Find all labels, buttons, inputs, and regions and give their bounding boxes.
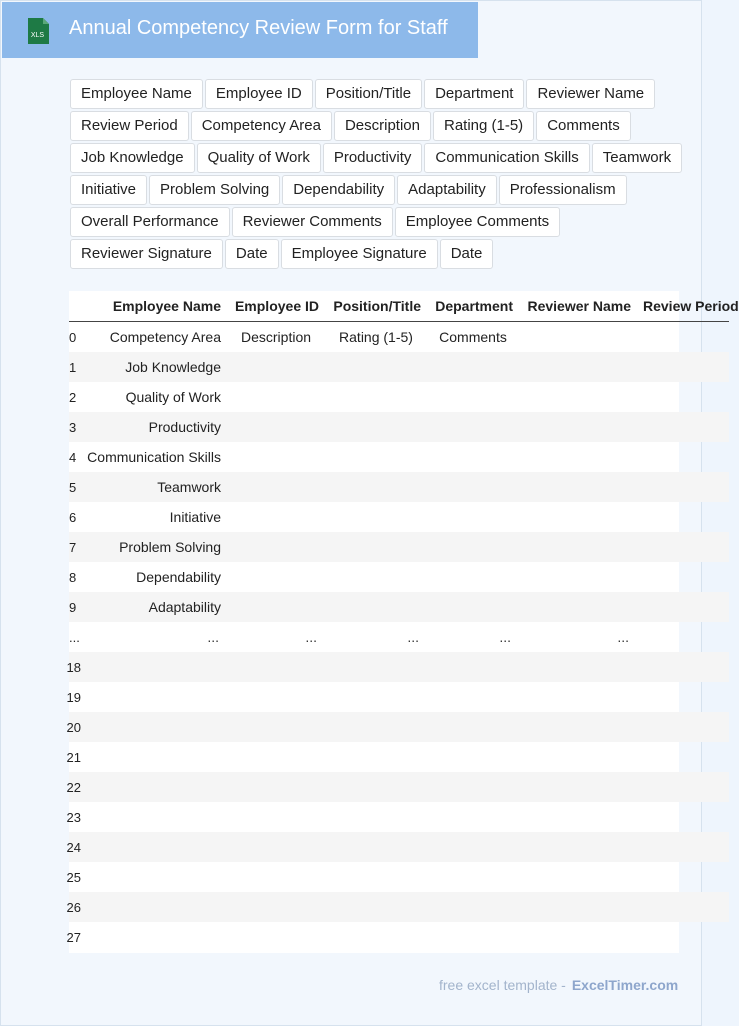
table-cell: Productivity — [81, 412, 227, 442]
table-cell — [427, 442, 519, 472]
table-cell — [227, 862, 325, 892]
table-cell: ... — [407, 629, 419, 645]
field-tag[interactable]: Reviewer Comments — [232, 207, 393, 237]
column-header: Position/Title — [325, 291, 427, 322]
table-cell — [81, 682, 227, 712]
field-tag[interactable]: Review Period — [70, 111, 189, 141]
table-cell — [427, 892, 519, 922]
field-tag[interactable]: Productivity — [323, 143, 423, 173]
table-cell — [427, 562, 519, 592]
table-cell — [637, 532, 729, 562]
table-cell — [427, 802, 519, 832]
table-cell — [325, 712, 427, 742]
field-tag[interactable]: Employee Name — [70, 79, 203, 109]
table-cell — [519, 772, 637, 802]
table-cell — [427, 682, 519, 712]
table-cell: ... — [305, 629, 317, 645]
row-index: 25 — [66, 869, 81, 885]
field-tag[interactable]: Initiative — [70, 175, 147, 205]
table-cell — [325, 502, 427, 532]
field-tag[interactable]: Comments — [536, 111, 631, 141]
table-cell — [81, 772, 227, 802]
table-cell — [325, 922, 427, 952]
table-cell — [325, 382, 427, 412]
table-cell — [227, 682, 325, 712]
table-cell — [325, 532, 427, 562]
row-index: 9 — [69, 592, 81, 622]
table-cell — [637, 442, 729, 472]
table-row — [69, 412, 729, 442]
table-cell — [637, 502, 729, 532]
table-row — [69, 652, 729, 682]
table-cell — [637, 892, 729, 922]
data-table — [66, 291, 739, 952]
table-cell — [81, 712, 227, 742]
table-cell — [427, 472, 519, 502]
column-header: Review Period — [637, 291, 729, 322]
table-cell — [519, 802, 637, 832]
table-cell — [325, 742, 427, 772]
table-row — [69, 712, 729, 742]
table-row — [69, 352, 729, 382]
field-tag[interactable]: Rating (1-5) — [433, 111, 534, 141]
table-cell — [325, 352, 427, 382]
table-cell — [227, 592, 325, 622]
field-tag[interactable]: Quality of Work — [197, 143, 321, 173]
table-cell — [427, 742, 519, 772]
table-cell — [227, 892, 325, 922]
row-index: 18 — [69, 652, 81, 682]
table-cell — [227, 832, 325, 862]
field-tag[interactable]: Dependability — [282, 175, 395, 205]
column-header: Department — [427, 291, 519, 322]
table-cell — [427, 352, 519, 382]
table-cell: Teamwork — [81, 472, 227, 502]
footer-brand-link[interactable]: ExcelTimer.com — [571, 977, 679, 993]
table-cell — [637, 592, 729, 622]
table-cell — [637, 322, 729, 353]
row-index: 24 — [69, 832, 81, 862]
excel-file-icon — [26, 16, 51, 46]
table-cell: Job Knowledge — [81, 352, 227, 382]
table-row — [69, 802, 729, 832]
table-cell — [427, 532, 519, 562]
row-index: 20 — [69, 712, 81, 742]
column-header — [69, 291, 81, 322]
table-cell: ... — [499, 629, 511, 645]
field-tag[interactable]: Description — [334, 111, 431, 141]
table-row — [69, 622, 729, 652]
table-cell — [325, 472, 427, 502]
table-cell — [325, 892, 427, 922]
table-cell — [427, 592, 519, 622]
table-cell — [227, 382, 325, 412]
table-row — [69, 442, 729, 472]
table-cell: Quality of Work — [125, 389, 221, 405]
data-table-container — [66, 291, 739, 953]
table-cell — [519, 712, 637, 742]
row-index: 3 — [69, 412, 81, 442]
footer — [439, 977, 678, 993]
table-row — [69, 862, 729, 892]
table-cell — [81, 742, 227, 772]
table-cell — [519, 502, 637, 532]
table-cell — [227, 802, 325, 832]
table-cell — [637, 352, 729, 382]
table-cell — [227, 712, 325, 742]
table-cell — [519, 442, 637, 472]
field-tag[interactable]: Date — [440, 239, 494, 269]
table-cell — [427, 712, 519, 742]
table-cell — [325, 652, 427, 682]
table-cell: Adaptability — [81, 592, 227, 622]
table-row — [69, 382, 729, 412]
field-tag[interactable]: Overall Performance — [70, 207, 230, 237]
table-cell — [519, 592, 637, 622]
table-row — [69, 832, 729, 862]
table-cell — [427, 772, 519, 802]
table-row — [69, 772, 729, 802]
table-row — [69, 532, 729, 562]
table-cell — [519, 322, 637, 353]
field-tag-list — [70, 79, 690, 269]
table-cell — [519, 562, 637, 592]
table-cell — [637, 382, 729, 412]
table-cell — [637, 832, 729, 862]
table-cell — [81, 922, 227, 952]
table-cell — [227, 772, 325, 802]
table-row — [69, 502, 729, 532]
table-cell — [227, 742, 325, 772]
row-index: 8 — [69, 569, 77, 585]
field-tag[interactable]: Teamwork — [592, 143, 682, 173]
row-index: 2 — [69, 389, 77, 405]
field-tag[interactable]: Position/Title — [315, 79, 422, 109]
title-bar — [2, 2, 478, 58]
table-cell — [519, 382, 637, 412]
table-row — [69, 742, 729, 772]
table-cell — [325, 412, 427, 442]
field-tag[interactable]: Date — [225, 239, 279, 269]
table-cell: Problem Solving — [81, 532, 227, 562]
table-cell — [81, 832, 227, 862]
field-tag[interactable]: Adaptability — [397, 175, 497, 205]
field-tag[interactable]: Department — [424, 79, 524, 109]
table-cell — [325, 832, 427, 862]
field-tag[interactable]: Job Knowledge — [70, 143, 195, 173]
row-index: 26 — [69, 892, 81, 922]
table-cell — [427, 412, 519, 442]
row-index: 1 — [69, 352, 81, 382]
table-cell — [427, 832, 519, 862]
row-index: 4 — [69, 449, 77, 465]
row-index: 6 — [69, 509, 77, 525]
table-row — [69, 922, 729, 952]
table-cell — [519, 742, 637, 772]
table-cell — [519, 412, 637, 442]
table-cell — [81, 862, 227, 892]
footer-text: free excel template - — [439, 977, 566, 993]
field-tag[interactable]: Employee ID — [205, 79, 313, 109]
table-cell — [427, 382, 519, 412]
table-cell — [81, 802, 227, 832]
table-cell: Rating (1-5) — [339, 329, 413, 345]
table-cell — [227, 532, 325, 562]
table-header-row — [69, 291, 729, 322]
row-index: 22 — [69, 772, 81, 802]
table-cell — [637, 802, 729, 832]
field-tag[interactable]: Problem Solving — [149, 175, 280, 205]
table-cell — [227, 652, 325, 682]
column-header: Employee Name — [81, 291, 227, 322]
table-row — [69, 562, 729, 592]
table-cell — [637, 682, 729, 712]
table-cell: Initiative — [169, 509, 221, 525]
table-cell — [227, 922, 325, 952]
table-row — [69, 682, 729, 712]
table-cell — [519, 682, 637, 712]
field-tag[interactable]: Communication Skills — [424, 143, 589, 173]
table-cell — [81, 652, 227, 682]
table-cell — [427, 922, 519, 952]
table-cell — [519, 892, 637, 922]
row-index: 23 — [66, 809, 81, 825]
table-cell — [81, 892, 227, 922]
table-cell — [519, 832, 637, 862]
table-cell: Competency Area — [109, 329, 221, 345]
row-index: 5 — [69, 472, 81, 502]
row-index: 27 — [66, 929, 81, 945]
table-cell: ... — [617, 629, 629, 645]
table-cell — [227, 442, 325, 472]
field-tag[interactable]: Reviewer Name — [526, 79, 655, 109]
row-index: 19 — [66, 689, 81, 705]
table-cell: Dependability — [136, 569, 221, 585]
table-cell — [519, 532, 637, 562]
table-cell — [325, 682, 427, 712]
field-tag[interactable]: Reviewer Signature — [70, 239, 223, 269]
table-cell: Communication Skills — [87, 449, 221, 465]
table-cell — [325, 772, 427, 802]
table-row — [69, 592, 729, 622]
table-cell — [519, 922, 637, 952]
table-cell — [519, 472, 637, 502]
table-cell — [637, 652, 729, 682]
table-cell: ... — [207, 629, 219, 645]
row-index: 7 — [69, 532, 81, 562]
table-cell — [325, 862, 427, 892]
table-cell — [427, 502, 519, 532]
column-header: Reviewer Name — [519, 291, 637, 322]
table-cell: Description — [240, 329, 312, 345]
table-cell — [637, 712, 729, 742]
row-index: 21 — [66, 749, 81, 765]
page-title: Annual Competency Review Form for Staff — [69, 17, 448, 39]
table-cell — [637, 472, 729, 502]
field-tag[interactable]: Competency Area — [191, 111, 332, 141]
table-cell — [427, 862, 519, 892]
table-cell — [227, 472, 325, 502]
table-cell — [637, 772, 729, 802]
table-cell: Comments — [439, 329, 507, 345]
table-cell — [325, 802, 427, 832]
table-cell — [519, 862, 637, 892]
table-cell — [637, 412, 729, 442]
row-index: 0 — [69, 329, 77, 345]
field-tag[interactable]: Professionalism — [499, 175, 627, 205]
table-cell — [227, 352, 325, 382]
table-cell — [637, 622, 729, 652]
table-row — [69, 472, 729, 502]
table-cell — [519, 652, 637, 682]
svg-text:XLS: XLS — [30, 32, 45, 39]
table-cell — [637, 922, 729, 952]
table-row — [69, 322, 729, 353]
table-cell — [637, 562, 729, 592]
table-cell — [325, 592, 427, 622]
table-cell — [519, 352, 637, 382]
row-index: ... — [69, 629, 80, 645]
table-row — [69, 892, 729, 922]
table-cell — [637, 862, 729, 892]
table-cell — [637, 742, 729, 772]
table-cell — [227, 502, 325, 532]
field-tag[interactable]: Employee Signature — [281, 239, 438, 269]
table-cell — [325, 442, 427, 472]
column-header: Employee ID — [227, 291, 325, 322]
table-cell — [227, 412, 325, 442]
table-cell — [325, 562, 427, 592]
table-cell — [427, 652, 519, 682]
field-tag[interactable]: Employee Comments — [395, 207, 560, 237]
table-cell — [227, 562, 325, 592]
